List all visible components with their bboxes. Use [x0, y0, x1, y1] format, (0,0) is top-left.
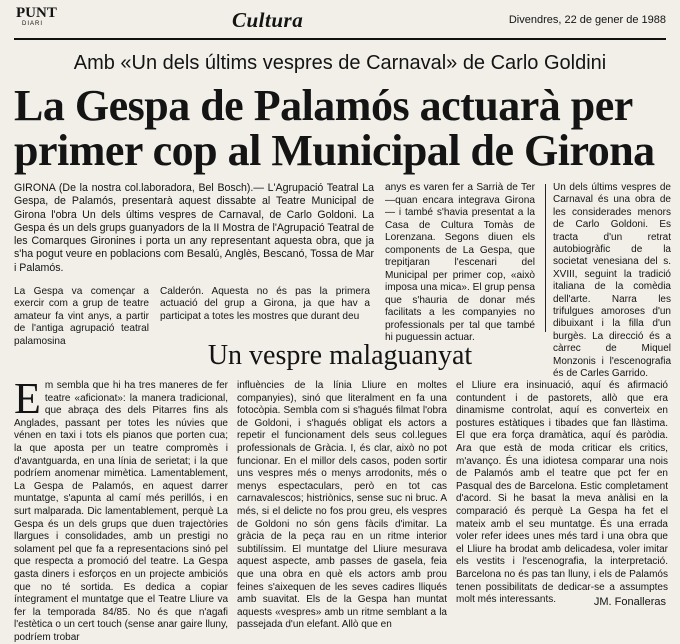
column-rule [545, 184, 546, 332]
intro-col-a: La Gespa va començar a exercir com a grup de teatre amateur fa vint anys, a partir de l'antiga agrupació teatral palamosina [14, 286, 149, 347]
intro-lead: GIRONA (De la nostra col.laboradora, Bel Bosch).— L'Agrupació Teatral La Gespa, de Palamós, presentarà aquest dissabte al Teatre Municipal de Girona l'obra Un dels últims vespres de Carnaval, de Carlo Goldoni. La Gespa és un dels grups guanyadors de la II Mostra de l'Agrupació Teatral de les Comarques Gironines i porta un any representant aquesta obra, que ja s'ha pogut veure en poblacions com Besalú, Anglès, Bescanó, Tossa de Mar i Palamós. [14, 182, 374, 274]
headline: La Gespa de Palamós actuarà per primer cop al Municipal de Girona [14, 81, 655, 175]
byline-signature: JM. Fonalleras [593, 596, 666, 608]
newspaper-logo: PUNT [16, 5, 57, 21]
review-col-1 [14, 374, 228, 644]
intro-col-c: anys es varen fer a Sarrià de Ter —quan encara integrava Girona— i també s'havia presentat a la Casa de Cultura Tomàs de Lorenzana. Segons diuen els components de La Gespa, que trepitjaran l'escenari del Municipal per primer cop, «això imposa una mica». El grup pensa que s'hauria de donar més facilitats a les companyies no professionals per tal que també hi puguessin actuar. [385, 182, 535, 343]
newspaper-logo-sub: DIARI [22, 21, 44, 27]
section-title: Cultura [232, 8, 304, 32]
review-col-3: el Lliure era insinuació, aquí és afirmació contundent i de pastorets, allò que era dinamisme controlat, aquí es converteix en postures estàtiques i tibades que fan llàstima. El que era força dramàtica, aquí és paròdia. Ara que està de moda criticar els critics, m'avanço. És una idiotesa comparar una nois de Palamós amb el teatre que pct fer en Pasqual des de Barcelona. Estic completament d'acord. Si he basat la meva anàlisi en la comparació és perquè La Gespa ha fet el mateix amb el seu muntatge. És una errada voler refer idees unes més tard i una obra que el Lliure ha brodat amb delicadesa, voler imitar els vestits i l'escenografia, la interpretació. Barcelona no és pas tan lluny, i els de Palamós tenen possibilitats de dedicar-se a assumptes molt més interessants. [456, 380, 668, 606]
intro-col-b: Calderón. Aquesta no és pas la primera actuació del grup a Girona, ja que hav a participat a totes les mostres que durant deu [160, 286, 370, 322]
drop-cap: E [14, 374, 41, 423]
issue-date: Divendres, 22 de gener de 1988 [508, 14, 666, 26]
review-col-2: influències de la línia Lliure en moltes companyies), sinó que literalment en fa una fotocòpia. Sembla com si s'hagués filmat l'obra de Goldoni, i s'hagués obligat els actors a repetir el funcionament dels seus col.legues professionals de Gràcia. I, és clar, això no pot funcionar. En el millor dels casos, poden sortir uns vespres més o menys arrodonits, més o menys espectaculars, però en tot cas carnavalescos; histriònics, sense suc ni bruc. A més, si el delicte no fos prou greu, els vespres de Goldoni no són gens fàcils d'imitar. La gràcia de la peça rau en un ritme interior subtilíssim. El muntatge del Lliure mesurava aquest aspecte, amb passes de gasela, feia que una obra en què els actors amb prou feines s'aixequen de les seves cadires lliqués amb suavitat. Els de la Gespa han muntat aquests «vespres» amb un ritme semblant a la passejada d'un elefant. Allò que en [237, 380, 447, 631]
review-title: Un vespre malaguanyat [207, 340, 473, 371]
kicker: Amb «Un dels últims vespres de Carnaval» de Carlo Goldini [73, 52, 607, 74]
masthead [14, 6, 666, 40]
intro-col-d: Un dels últims vespres de Carnaval és una obra de les considerades menors de Carlo Goldoni. Es tracta d'un retrat autobiogràfic de la societat venesiana del s. XVIII, seguint la tradició italiana de la comèdia dell'arte. Narra les trifulgues amoroses d'un dibuixant i la filla d'un burgès. La direcció és a càrrec de Miquel Monzonis i l'escenografia és de Carles Garrido. [553, 182, 671, 380]
review-col-1-text: m sembla que hi ha tres maneres de fer teatre «aficionat»: la manera tradicional, que abraça des dels Pitarres fins als Anglades, passant per totes les núvies que vénen en taxi i tots els pianos que porten cua; la que aposta per un teatre compromès i d'avantguarda, en una línia de serietat; i la que podríem anomenar mimètica. Lamentablement, La Gespa de Palamós, en aquest darrer muntatge, s'apunta al camí més perillós, i en surt malparada. Dic lamentablement, perquè La Gespa és un dels grups que duen trajectòries llargues i consolidades, amb un prestigi no solament pel que fa a representacions sinó pel que respecta a promoció del teatre. La Gespa gasta diners i esforços en un projecte ambiciós que no té sortida. Es dedica a copiar íntegrament el muntatge que el Teatre Lliure va fer la temporada 84/85. No és que n'agafi l'estètica o un cert touch (sense anar gaire lluny, podríem trobar [14, 380, 228, 643]
